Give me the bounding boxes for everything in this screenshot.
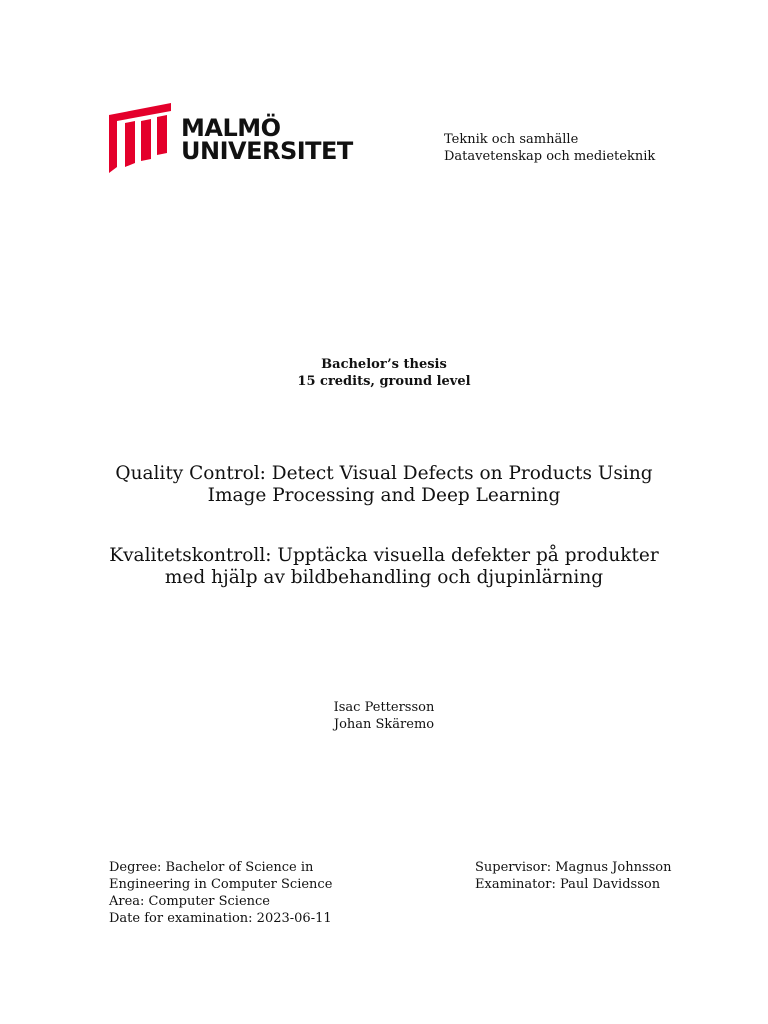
title-english-line-1: Quality Control: Detect Visual Defects on Products Using (115, 463, 653, 484)
degree-details (109, 859, 332, 927)
thesis-type-line-2: 15 credits, ground level (297, 374, 471, 389)
author-name: Isac Pettersson (333, 700, 435, 715)
degree-line-1: Degree: Bachelor of Science in (109, 860, 314, 875)
area: Area: Computer Science (109, 894, 271, 909)
logo-line-1: MALMÖ (181, 114, 281, 142)
thesis-type (0, 356, 768, 390)
university-logo (109, 103, 354, 179)
title-english (60, 463, 708, 507)
examination-date: Date for examination: 2023-06-11 (109, 911, 332, 926)
logo-line-2: UNIVERSITET (181, 137, 353, 165)
subject-name: Datavetenskap och medieteknik (444, 149, 656, 164)
degree-line-2: Engineering in Computer Science (109, 877, 333, 892)
supervisor: Supervisor: Magnus Johnsson (475, 860, 672, 875)
title-english-line-2: Image Processing and Deep Learning (207, 485, 561, 506)
title-swedish-line-2: med hjälp av bildbehandling och djupinlärning (164, 567, 604, 588)
thesis-type-line-1: Bachelor’s thesis (321, 357, 447, 372)
supervision-details (475, 859, 672, 893)
title-swedish (60, 545, 708, 589)
examinator: Examinator: Paul Davidsson (475, 877, 661, 892)
malmo-university-logo-mark-icon (109, 103, 173, 179)
title-swedish-line-1: Kvalitetskontroll: Upptäcka visuella defekter på produkter (109, 545, 659, 566)
logo-wordmark (181, 114, 353, 165)
authors (0, 699, 768, 733)
faculty-name: Teknik och samhälle (444, 132, 579, 147)
department-info (444, 131, 655, 165)
author-name: Johan Skäremo (333, 717, 435, 732)
